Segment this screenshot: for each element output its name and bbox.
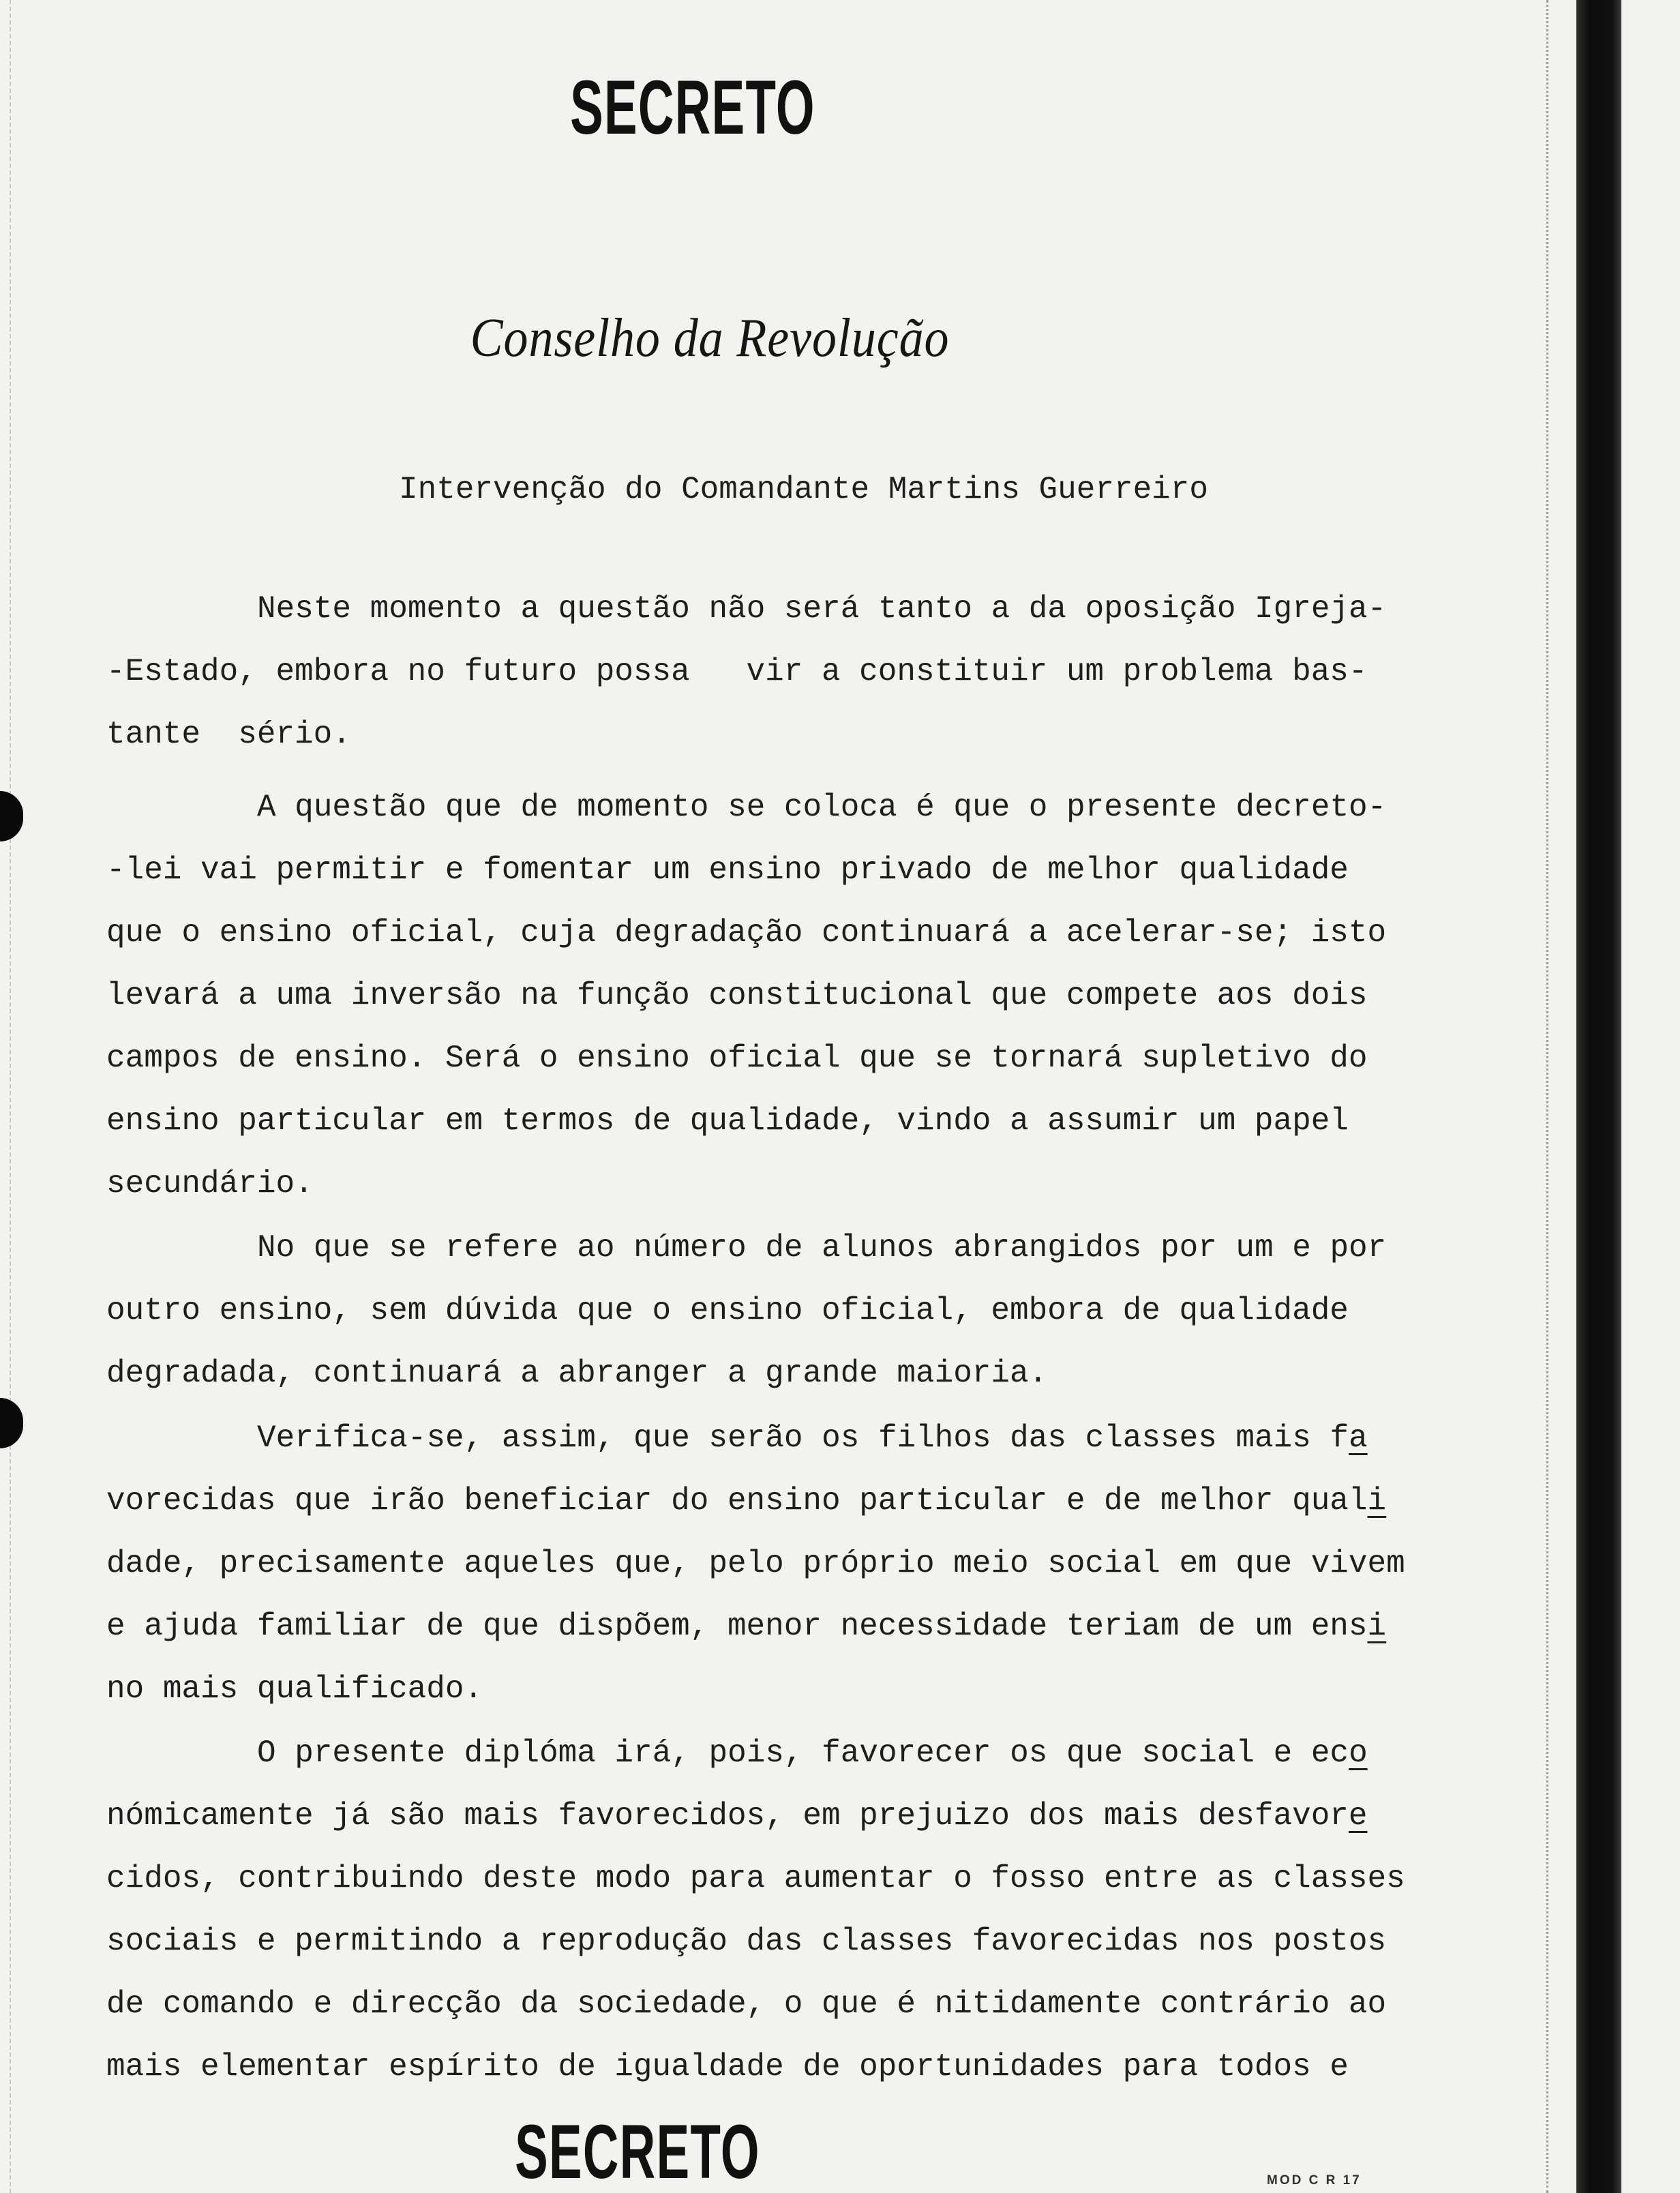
text-line [106, 1595, 1538, 1658]
hyphenation-mark: i [1367, 1609, 1387, 1644]
punch-hole [0, 1398, 23, 1448]
text-line: -Estado, embora no futuro possa vir a constituir um problema bas- [106, 654, 1368, 689]
hyphenation-mark: e [1348, 1798, 1368, 1834]
form-code: MOD C R 17 [1267, 2173, 1362, 2188]
punch-hole [0, 791, 23, 841]
text-line [106, 1722, 1538, 1785]
hyphenation-mark: i [1367, 1483, 1387, 1519]
scan-margin-line [1546, 0, 1548, 2193]
text-line [106, 1407, 1538, 1470]
text-line: levará a uma inversão na função constitucional que compete aos dois [106, 978, 1368, 1013]
line-text: Verifica-se, assim, que serão os filhos das classes mais f [257, 1420, 1349, 1456]
paragraph [106, 1722, 1538, 2098]
text-line [106, 1785, 1538, 1847]
scan-left-edge [10, 0, 11, 2193]
paragraph [106, 578, 1538, 766]
text-line: dade, precisamente aqueles que, pelo próprio meio social em que vivem [106, 1546, 1405, 1581]
text-line: Neste momento a questão não será tanto a da oposição Igreja- [257, 591, 1387, 627]
line-text: vorecidas que irão beneficiar do ensino particular e de melhor qual [106, 1483, 1368, 1519]
text-line: No que se refere ao número de alunos abrangidos por um e por [257, 1230, 1387, 1266]
hyphenation-mark: a [1349, 1420, 1368, 1456]
text-line: cidos, contribuindo deste modo para aumentar o fosso entre as classes [106, 1861, 1405, 1896]
text-line: que o ensino oficial, cuja degradação continuará a acelerar-se; isto [106, 915, 1387, 951]
paragraph [106, 1217, 1538, 1405]
hyphenation-mark: o [1349, 1735, 1368, 1771]
text-line: A questão que de momento se coloca é que o presente decreto- [257, 790, 1387, 825]
text-line: secundário. [106, 1166, 314, 1202]
letterhead: Conselho da Revolução [470, 308, 950, 368]
text-line: mais elementar espírito de igualdade de oportunidades para todos e [106, 2049, 1349, 2085]
paragraph [106, 776, 1538, 1215]
text-line: ensino particular em termos de qualidade, vindo a assumir um papel [106, 1103, 1349, 1139]
text-line: degradada, continuará a abranger a grande maioria. [106, 1356, 1048, 1391]
text-line: -lei vai permitir e fomentar um ensino privado de melhor qualidade [106, 852, 1349, 888]
text-line: no mais qualificado. [106, 1671, 483, 1707]
text-line: campos de ensino. Será o ensino oficial que se tornará supletivo do [106, 1041, 1368, 1076]
paragraph [106, 1407, 1538, 1720]
text-line: sociais e permitindo a reprodução das classes favorecidas nos postos [106, 1924, 1387, 1959]
text-line: tante sério. [106, 717, 351, 752]
text-line [106, 1470, 1538, 1532]
line-text: e ajuda familiar de que dispõem, menor necessidade teriam de um ens [106, 1609, 1368, 1644]
scan-binding-shadow [1576, 0, 1621, 2193]
line-text: O presente diplóma irá, pois, favorecer os que social e ec [257, 1735, 1349, 1771]
text-line: de comando e direcção da sociedade, o que é nitidamente contrário ao [106, 1986, 1387, 2022]
text-line: outro ensino, sem dúvida que o ensino oficial, embora de qualidade [106, 1293, 1349, 1328]
classification-stamp-bottom: SECRETO [515, 2109, 760, 2193]
classification-stamp-top: SECRETO [570, 65, 815, 150]
line-text: nómicamente já são mais favorecidos, em prejuizo dos mais desfavor [106, 1798, 1349, 1834]
document-title: Intervenção do Comandante Martins Guerreiro [399, 472, 1208, 507]
